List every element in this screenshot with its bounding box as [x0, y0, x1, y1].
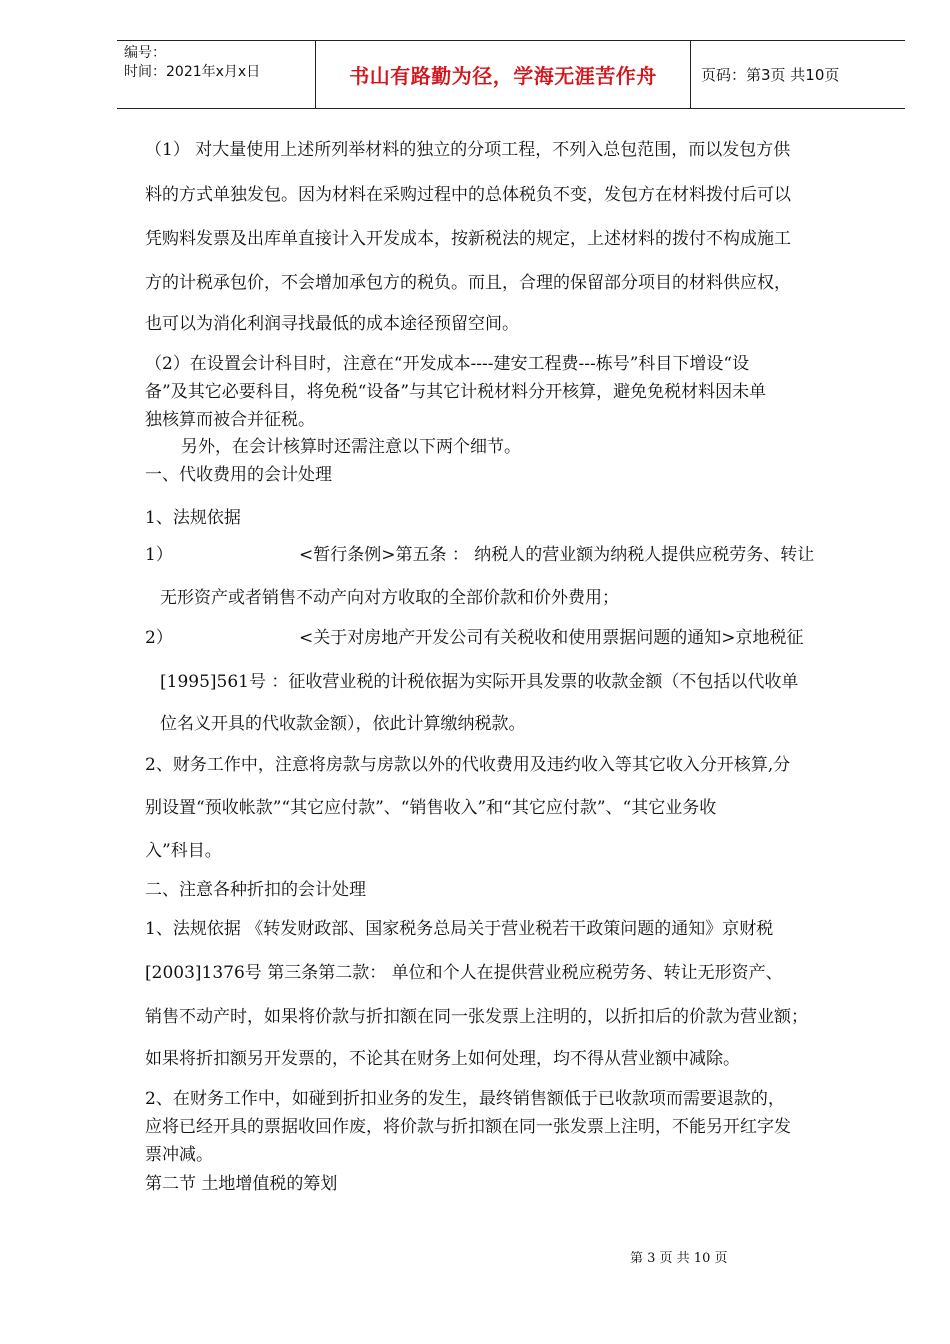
time-label: 时间：2021年x月x日	[124, 64, 261, 80]
list-marker: 2）	[145, 628, 173, 648]
header-meta-cell	[117, 41, 316, 108]
section-heading: 二、注意各种折扣的会计处理	[145, 880, 366, 900]
text-line: 也可以为消化利润寻找最低的成本途径预留空间。	[145, 314, 519, 334]
section-heading: 一、代收费用的会计处理	[145, 465, 332, 485]
text-line: 2、财务工作中，注意将房款与房款以外的代收费用及违约收入等其它收入分开核算,分	[145, 755, 791, 775]
text-line: 另外，在会计核算时还需注意以下两个细节。	[181, 437, 521, 457]
section-heading: 第二节 土地增值税的筹划	[145, 1174, 338, 1194]
text-line: 1、法规依据 《转发财政部、国家税务总局关于营业税若干政策问题的通知》京财税	[145, 919, 774, 939]
text-line: 无形资产或者销售不动产向对方收取的全部价款和价外费用；	[160, 588, 619, 608]
text-line: （2）在设置会计科目时，注意在“开发成本----建安工程费---栋号”科目下增设“设	[145, 354, 750, 374]
text-line: <暂行条例>第五条 ： 纳税人的营业额为纳税人提供应税劳务、转让	[299, 545, 815, 565]
motto-text: 书山有路勤为径，学海无涯苦作舟	[349, 64, 657, 88]
header-page-cell	[691, 41, 905, 108]
document-header	[117, 40, 905, 109]
text-line: （1） 对大量使用上述所列举材料的独立的分项工程，不列入总包范围，而以发包方供	[145, 140, 791, 160]
text-line: 独核算而被合并征税。	[145, 410, 315, 430]
header-motto-cell	[316, 41, 691, 108]
text-line: 2、在财务工作中，如碰到折扣业务的发生，最终销售额低于已收款项而需要退款的，	[145, 1089, 785, 1109]
number-label: 编号：	[124, 45, 166, 61]
page-footer: 第 3 页 共 10 页	[630, 1251, 728, 1266]
list-marker: 1）	[145, 545, 173, 565]
text-line: 销售不动产时，如果将价款与折扣额在同一张发票上注明的，以折扣后的价款为营业额；	[145, 1007, 808, 1027]
text-line: 入”科目。	[145, 841, 222, 861]
text-line: 票冲减。	[145, 1145, 213, 1165]
text-line: 方的计税承包价，不会增加承包方的税负。而且，合理的保留部分项目的材料供应权，	[145, 273, 791, 293]
text-line: [2003]1376号 第三条第二款： 单位和个人在提供营业税应税劳务、转让无形资产、	[145, 963, 783, 983]
page-info: 页码：第3页 共10页	[701, 66, 840, 84]
text-line: 应将已经开具的票据收回作废，将价款与折扣额在同一张发票上注明，不能另开红字发	[145, 1117, 791, 1137]
text-line: 1、法规依据	[145, 508, 241, 528]
text-line: [1995]561号 ：征收营业税的计税依据为实际开具发票的收款金额（不包括以代收单	[160, 672, 799, 692]
text-line: 如果将折扣额另开发票的，不论其在财务上如何处理，均不得从营业额中减除。	[145, 1049, 740, 1069]
text-line: 位名义开具的代收款金额），依此计算缴纳税款。	[160, 714, 526, 734]
text-line: 料的方式单独发包。因为材料在采购过程中的总体税负不变，发包方在材料拨付后可以	[145, 185, 791, 205]
text-line: <关于对房地产开发公司有关税收和使用票据问题的通知>京地税征	[299, 628, 804, 648]
text-line: 别设置“预收帐款”“其它应付款”、“销售收入”和“其它应付款”、“其它业务收	[145, 798, 717, 818]
text-line: 凭购料发票及出库单直接计入开发成本，按新税法的规定，上述材料的拨付不构成施工	[145, 229, 791, 249]
text-line: 备”及其它必要科目，将免税“设备”与其它计税材料分开核算，避免免税材料因未单	[145, 382, 767, 402]
